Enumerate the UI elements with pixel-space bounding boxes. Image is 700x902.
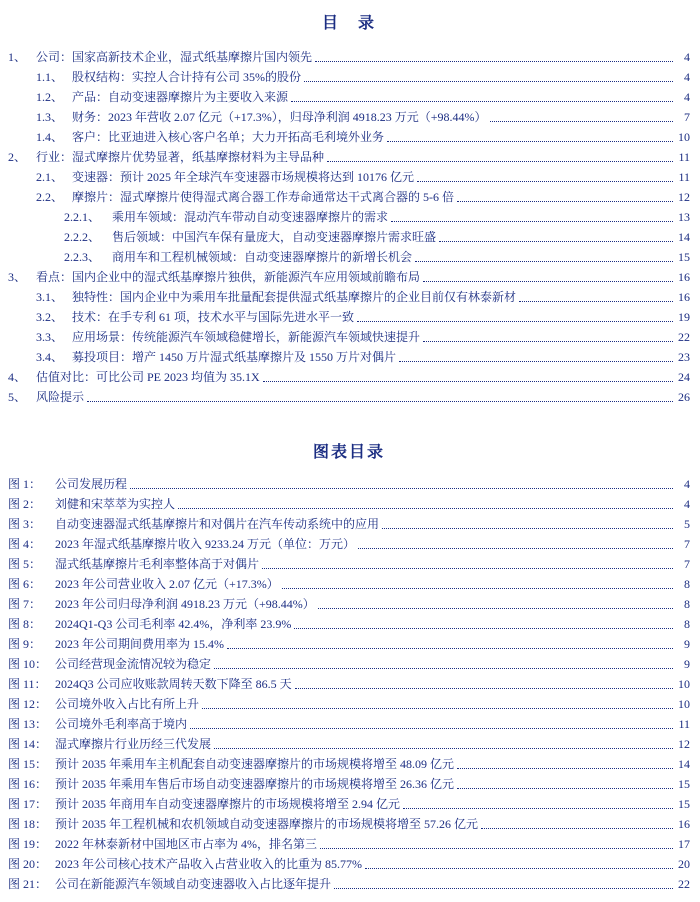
figure-entry-page: 22 xyxy=(678,877,690,891)
toc-entry-number: 2.2.2、 xyxy=(64,230,101,244)
toc-entry-page: 26 xyxy=(678,390,690,404)
figure-entry-page: 8 xyxy=(684,577,690,591)
toc-entry xyxy=(8,127,690,147)
figure-entry xyxy=(8,854,690,874)
dotted-leader xyxy=(214,654,673,674)
toc-entry-text: 独特性：国内企业中为乘用车批量配套提供湿式纸基摩擦片的企业目前仅有林泰新材 xyxy=(72,290,517,304)
figure-entry-number: 图 11： xyxy=(8,677,47,691)
toc-entry xyxy=(8,167,690,187)
figure-entry-number: 图 12： xyxy=(8,697,48,711)
toc-entry xyxy=(8,327,690,347)
dotted-leader xyxy=(490,107,673,127)
figure-entry-text: 2023 年公司核心技术产品收入占营业收入的比重为 85.77% xyxy=(55,857,362,871)
figure-entry-number: 图 18： xyxy=(8,817,48,831)
toc-entry-page: 11 xyxy=(678,150,690,164)
dotted-leader xyxy=(423,267,673,287)
toc-entry-text: 产品：自动变速器摩擦片为主要收入来源 xyxy=(72,90,289,104)
dotted-leader xyxy=(263,367,673,387)
toc-entry xyxy=(8,107,690,127)
toc-entry-number: 2.1、 xyxy=(36,170,64,184)
dotted-leader xyxy=(387,127,673,147)
toc-entry-text: 售后领域：中国汽车保有量庞大，自动变速器摩擦片需求旺盛 xyxy=(112,230,437,244)
dotted-leader xyxy=(358,534,673,554)
toc-entry-page: 13 xyxy=(678,210,690,224)
figure-entry xyxy=(8,654,690,674)
figure-entry-page: 9 xyxy=(684,657,690,671)
figure-entry-number: 图 21： xyxy=(8,877,48,891)
dotted-leader xyxy=(291,87,673,107)
toc-entry-number: 2、 xyxy=(8,150,27,164)
dotted-leader xyxy=(320,834,673,854)
figure-entry-number: 图 2： xyxy=(8,497,42,511)
toc-entry-number: 5、 xyxy=(8,390,27,404)
figure-entry-page: 15 xyxy=(678,777,690,791)
figure-entry-text: 公司境外收入占比有所上升 xyxy=(55,697,200,711)
toc-entry-page: 22 xyxy=(678,330,690,344)
dotted-leader xyxy=(457,187,673,207)
figure-entry-number: 图 7： xyxy=(8,597,42,611)
toc-entry xyxy=(8,47,690,67)
toc-entry-number: 3.3、 xyxy=(36,330,64,344)
dotted-leader xyxy=(403,794,673,814)
toc-entry-number: 4、 xyxy=(8,370,27,384)
dotted-leader xyxy=(457,774,673,794)
figure-entry xyxy=(8,474,690,494)
dotted-leader xyxy=(519,287,673,307)
figure-entry xyxy=(8,574,690,594)
figure-entry-text: 预计 2035 年工程机械和农机领域自动变速器摩擦片的市场规模将增至 57.26 亿元 xyxy=(55,817,479,831)
figure-entry-page: 11 xyxy=(678,717,690,731)
figure-entry-text: 2024Q1-Q3 公司毛利率 42.4%，净利率 23.9% xyxy=(55,617,292,631)
figure-entry-text: 预计 2035 年商用车自动变速器摩擦片的市场规模将增至 2.94 亿元 xyxy=(55,797,401,811)
figure-entry-page: 10 xyxy=(678,697,690,711)
dotted-leader xyxy=(334,874,673,894)
toc-entry-text: 公司：国家高新技术企业，湿式纸基摩擦片国内领先 xyxy=(36,50,313,64)
figure-entry-page: 8 xyxy=(684,597,690,611)
figure-entry xyxy=(8,634,690,654)
figure-entry-text: 刘健和宋萃萃为实控人 xyxy=(55,497,176,511)
figure-entry xyxy=(8,714,690,734)
figure-entry-page: 5 xyxy=(684,517,690,531)
figure-entry-text: 2023 年公司期间费用率为 15.4% xyxy=(55,637,224,651)
figure-entry xyxy=(8,514,690,534)
figure-entry-page: 7 xyxy=(684,557,690,571)
figure-entry xyxy=(8,674,690,694)
toc-entry-text: 乘用车领域：混动汽车带动自动变速器摩擦片的需求 xyxy=(112,210,389,224)
toc-entry-text: 行业：湿式摩擦片优势显著，纸基摩擦材料为主导品种 xyxy=(36,150,325,164)
toc-entry-text: 股权结构：实控人合计持有公司 35%的股份 xyxy=(72,70,301,84)
toc-entry-text: 财务：2023 年营收 2.07 亿元（+17.3%），归母净利润 4918.23 万元（+98.44%） xyxy=(72,110,487,124)
toc-entry-text: 风险提示 xyxy=(36,390,85,404)
figure-entry-number: 图 20： xyxy=(8,857,48,871)
figure-entry-page: 16 xyxy=(678,817,690,831)
figure-entry-text: 2024Q3 公司应收账款周转天数下降至 86.5 天 xyxy=(55,677,292,691)
figure-entry xyxy=(8,594,690,614)
dotted-leader xyxy=(382,514,673,534)
figure-entry xyxy=(8,834,690,854)
toc-entry-number: 1.4、 xyxy=(36,130,64,144)
figure-entry xyxy=(8,734,690,754)
figure-entry xyxy=(8,694,690,714)
toc-entry-page: 19 xyxy=(678,310,690,324)
figure-entry-page: 17 xyxy=(678,837,690,851)
dotted-leader xyxy=(399,347,673,367)
figure-entry-text: 公司发展历程 xyxy=(55,477,128,491)
figures-list xyxy=(8,474,690,894)
toc-entry-number: 1.2、 xyxy=(36,90,64,104)
toc-entry xyxy=(8,187,690,207)
figure-entry-number: 图 13： xyxy=(8,717,48,731)
toc-entry-text: 摩擦片：湿式摩擦片使得湿式离合器工作寿命通常达干式离合器的 5-6 倍 xyxy=(72,190,454,204)
toc-entry xyxy=(8,87,690,107)
figure-entry-page: 8 xyxy=(684,617,690,631)
toc-entry xyxy=(8,387,690,407)
figure-entry-text: 2023 年公司归母净利润 4918.23 万元（+98.44%） xyxy=(55,597,315,611)
dotted-leader xyxy=(327,147,673,167)
dotted-leader xyxy=(391,207,673,227)
toc-entry-number: 3、 xyxy=(8,270,27,284)
toc-entry xyxy=(8,227,690,247)
figure-entry-text: 2023 年公司营业收入 2.07 亿元（+17.3%） xyxy=(55,577,279,591)
figure-entry-text: 公司经营现金流情况较为稳定 xyxy=(55,657,212,671)
figure-entry-text: 2023 年湿式纸基摩擦片收入 9233.24 万元（单位：万元） xyxy=(55,537,356,551)
dotted-leader xyxy=(294,614,673,634)
figure-entry xyxy=(8,774,690,794)
dotted-leader xyxy=(178,494,673,514)
figure-entry-text: 公司境外毛利率高于境内 xyxy=(55,717,188,731)
toc-entry-text: 应用场景：传统能源汽车领域稳健增长，新能源汽车领域快速提升 xyxy=(72,330,421,344)
toc-entry-text: 客户：比亚迪进入核心客户名单；大力开拓高毛利境外业务 xyxy=(72,130,385,144)
figure-entry xyxy=(8,754,690,774)
dotted-leader xyxy=(214,734,673,754)
toc-title: 目 录 xyxy=(321,15,376,32)
dotted-leader xyxy=(365,854,673,874)
figure-entry-page: 20 xyxy=(678,857,690,871)
toc-list xyxy=(8,47,690,407)
toc-entry-text: 变速器：预计 2025 年全球汽车变速器市场规模将达到 10176 亿元 xyxy=(72,170,415,184)
dotted-leader xyxy=(304,67,673,87)
figure-entry-number: 图 4： xyxy=(8,537,42,551)
figure-entry-text: 预计 2035 年乘用车主机配套自动变速器摩擦片的市场规模将增至 48.09 亿元 xyxy=(55,757,455,771)
dotted-leader xyxy=(262,554,673,574)
toc-entry xyxy=(8,347,690,367)
figure-entry-page: 4 xyxy=(684,497,690,511)
toc-entry-number: 3.4、 xyxy=(36,350,64,364)
dotted-leader xyxy=(357,307,673,327)
toc-entry-number: 1.1、 xyxy=(36,70,64,84)
dotted-leader xyxy=(282,574,673,594)
toc-entry xyxy=(8,207,690,227)
dotted-leader xyxy=(87,387,673,407)
toc-entry-text: 看点：国内企业中的湿式纸基摩擦片独供，新能源汽车应用领域前瞻布局 xyxy=(36,270,421,284)
dotted-leader xyxy=(415,247,673,267)
figure-entry-page: 9 xyxy=(684,637,690,651)
figure-entry-page: 12 xyxy=(678,737,690,751)
figure-entry-number: 图 17： xyxy=(8,797,48,811)
dotted-leader xyxy=(315,47,673,67)
toc-entry-page: 23 xyxy=(678,350,690,364)
toc-entry xyxy=(8,307,690,327)
toc-entry-number: 1.3、 xyxy=(36,110,64,124)
figure-entry-number: 图 6： xyxy=(8,577,42,591)
figure-entry-number: 图 15： xyxy=(8,757,48,771)
figure-entry-number: 图 16： xyxy=(8,777,48,791)
figure-entry-page: 4 xyxy=(684,477,690,491)
dotted-leader xyxy=(423,327,673,347)
figure-entry-number: 图 3： xyxy=(8,517,42,531)
figure-entry-page: 10 xyxy=(678,677,690,691)
dotted-leader xyxy=(481,814,673,834)
dotted-leader xyxy=(190,714,673,734)
toc-entry xyxy=(8,287,690,307)
toc-entry xyxy=(8,247,690,267)
toc-entry-text: 技术：在手专利 61 项，技术水平与国际先进水平一致 xyxy=(72,310,355,324)
figure-entry-page: 14 xyxy=(678,757,690,771)
toc-entry-page: 24 xyxy=(678,370,690,384)
figure-entry xyxy=(8,614,690,634)
dotted-leader xyxy=(202,694,673,714)
dotted-leader xyxy=(457,754,673,774)
toc-entry-page: 16 xyxy=(678,290,690,304)
figure-entry-text: 湿式纸基摩擦片毛利率整体高于对偶片 xyxy=(55,557,260,571)
figure-entry-number: 图 10： xyxy=(8,657,48,671)
figure-entry xyxy=(8,494,690,514)
figure-entry-text: 公司在新能源汽车领域自动变速器收入占比逐年提升 xyxy=(55,877,332,891)
toc-entry-page: 15 xyxy=(678,250,690,264)
toc-entry-page: 4 xyxy=(684,70,690,84)
toc-entry-page: 4 xyxy=(684,90,690,104)
dotted-leader xyxy=(130,474,673,494)
figure-entry-number: 图 19： xyxy=(8,837,48,851)
figure-entry-page: 7 xyxy=(684,537,690,551)
toc-entry-text: 募投项目：增产 1450 万片湿式纸基摩擦片及 1550 万片对偶片 xyxy=(72,350,397,364)
figure-entry xyxy=(8,794,690,814)
figure-entry-number: 图 9： xyxy=(8,637,42,651)
figure-entry-text: 2022 年林泰新材中国地区市占率为 4%，排名第三 xyxy=(55,837,317,851)
dotted-leader xyxy=(295,674,673,694)
toc-entry-number: 1、 xyxy=(8,50,27,64)
toc-entry-page: 14 xyxy=(678,230,690,244)
figures-title: 图表目录 xyxy=(312,444,385,461)
toc-entry-page: 7 xyxy=(684,110,690,124)
figure-entry-text: 自动变速器湿式纸基摩擦片和对偶片在汽车传动系统中的应用 xyxy=(55,517,380,531)
figure-entry-text: 湿式摩擦片行业历经三代发展 xyxy=(55,737,212,751)
figure-entry-number: 图 8： xyxy=(8,617,42,631)
dotted-leader xyxy=(439,227,673,247)
toc-entry xyxy=(8,367,690,387)
figure-entry-number: 图 5： xyxy=(8,557,42,571)
dotted-leader xyxy=(417,167,673,187)
figure-entry-number: 图 14： xyxy=(8,737,48,751)
dotted-leader xyxy=(318,594,673,614)
toc-entry-number: 2.2、 xyxy=(36,190,64,204)
toc-entry xyxy=(8,67,690,87)
toc-entry-number: 2.2.1、 xyxy=(64,210,101,224)
toc-entry-page: 10 xyxy=(678,130,690,144)
toc-entry-number: 3.1、 xyxy=(36,290,64,304)
toc-entry-page: 16 xyxy=(678,270,690,284)
figure-entry-text: 预计 2035 年乘用车售后市场自动变速器摩擦片的市场规模将增至 26.36 亿元 xyxy=(55,777,455,791)
toc-entry xyxy=(8,267,690,287)
toc-entry-text: 估值对比：可比公司 PE 2023 均值为 35.1X xyxy=(36,370,260,384)
toc-entry-text: 商用车和工程机械领域：自动变速器摩擦片的新增长机会 xyxy=(112,250,413,264)
figure-entry xyxy=(8,874,690,894)
figure-entry xyxy=(8,554,690,574)
toc-entry-page: 11 xyxy=(678,170,690,184)
figure-entry-page: 15 xyxy=(678,797,690,811)
figure-entry xyxy=(8,534,690,554)
dotted-leader xyxy=(227,634,673,654)
toc-entry-number: 2.2.3、 xyxy=(64,250,101,264)
figure-entry xyxy=(8,814,690,834)
toc-entry xyxy=(8,147,690,167)
toc-entry-page: 12 xyxy=(678,190,690,204)
toc-entry-number: 3.2、 xyxy=(36,310,64,324)
toc-entry-page: 4 xyxy=(684,50,690,64)
figure-entry-number: 图 1： xyxy=(8,477,42,491)
